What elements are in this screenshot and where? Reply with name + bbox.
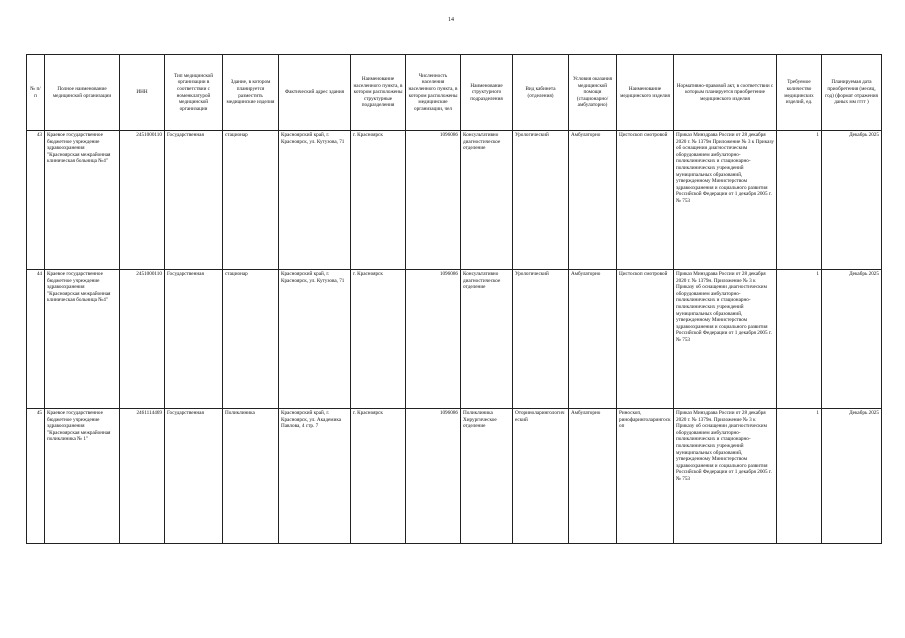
cell-locality: г. Красноярск: [351, 409, 406, 544]
cell-building: стационар: [223, 131, 279, 270]
cell-qty: 1: [777, 409, 822, 544]
cell-device: Цистоскоп смотровой: [617, 131, 674, 270]
cell-population: 1096086: [406, 409, 461, 544]
header-subdivision: Наименование структурного подразделения: [461, 55, 513, 131]
cell-building: стационар: [223, 270, 279, 409]
cell-locality: г. Красноярск: [351, 131, 406, 270]
table-row: [27, 270, 882, 409]
cell-inn: 2461114469: [120, 409, 165, 544]
cell-date: Декабрь 2025: [822, 131, 882, 270]
table-row: [27, 131, 882, 270]
equipment-table: [26, 54, 882, 544]
cell-cabinet: Оториноларингологический: [513, 409, 569, 544]
cell-device: Цистоскоп смотровой: [617, 270, 674, 409]
page-number: 14: [448, 17, 454, 23]
header-device: Наименование медицинского изделия: [617, 55, 674, 131]
cell-conditions: Амбулаторно: [569, 270, 617, 409]
header-qty: Требуемое количество медицинских изделий, ед.: [777, 55, 822, 131]
cell-date: Декабрь 2025: [822, 409, 882, 544]
cell-address: Красноярский край, г. Красноярск, ул. Кутузова, 71: [279, 131, 351, 270]
table-header-row: [27, 55, 882, 131]
cell-num: 44: [27, 270, 45, 409]
header-locality: Наименование населенного пункта, в котором расположены структурные подразделения: [351, 55, 406, 131]
cell-org-name: Краевое государственное бюджетное учреждение здравоохранения "Красноярская межрайонная клиническая больница №4": [45, 131, 120, 270]
cell-cabinet: Урологический: [513, 131, 569, 270]
cell-subdivision: Консультативно диагностическое отделение: [461, 131, 513, 270]
table-row: [27, 409, 882, 544]
cell-num: 45: [27, 409, 45, 544]
header-num: № п/п: [27, 55, 45, 131]
cell-address: Красноярский край, г. Красноярск, ул. Кутузова, 71: [279, 270, 351, 409]
cell-org-type: Государственная: [165, 409, 223, 544]
cell-building: Поликлиника: [223, 409, 279, 544]
cell-address: Красноярский край, г. Красноярск, ул. Академика Павлова, 4 стр. 7: [279, 409, 351, 544]
header-org-type: Тип медицинской организации в соответствии с номенклатурой медицинской организации: [165, 55, 223, 131]
header-inn: ИНН: [120, 55, 165, 131]
cell-legal-act: Приказ Минздрава России от 28 декабря 2020 г. № 1379н. Приложение № 3 к Приказу об оснащении диагностическим оборудованием амбулаторно-поликлинических и стационарно-поликлинических учреждений муниципальных образований, утвержденному Министерством здравоохранения и социального развития Российской Федерации от 1 декабря 2005 г. № 753: [674, 409, 777, 544]
header-conditions: Условия оказания медицинской помощи (стационарно/амбулаторно): [569, 55, 617, 131]
cell-inn: 2451000110: [120, 131, 165, 270]
header-legal-act: Нормативно-правовой акт, в соответствии с которым планируется приобретение медицинского изделия: [674, 55, 777, 131]
header-date: Планируемая дата приобретения (месяц, год) (формат отражения даных мм гггг ): [822, 55, 882, 131]
cell-cabinet: Урологический: [513, 270, 569, 409]
header-org-name: Полное наименование медицинской организации: [45, 55, 120, 131]
cell-legal-act: Приказ Минздрава России от 28 декабря 2020 г. № 1379н. Приложение № 3 к Приказу об оснащении диагностическим оборудованием амбулаторно-поликлинических и стационарно-поликлинических учреждений муниципальных образований, утвержденному Министерством здравоохранения и социального развития Российской Федерации от 1 декабря 2005 г. № 753: [674, 270, 777, 409]
cell-date: Декабрь 2025: [822, 270, 882, 409]
cell-inn: 2451000110: [120, 270, 165, 409]
header-address: Фактический адрес здания: [279, 55, 351, 131]
header-cabinet: Вид кабинета (отделения): [513, 55, 569, 131]
cell-org-name: Краевое государственное бюджетное учреждение здравоохранения "Красноярская межрайонная клиническая больница №4": [45, 270, 120, 409]
cell-org-name: Краевое государственное бюджетное учреждение здравоохранения "Красноярская межрайонная поликлиника № 1": [45, 409, 120, 544]
cell-conditions: Амбулаторно: [569, 131, 617, 270]
cell-device: Риноскоп, ринофаринголарингоскоп: [617, 409, 674, 544]
header-population: Численность населения населенного пункта, в котором расположены медицинские организации, чел: [406, 55, 461, 131]
cell-population: 1096086: [406, 270, 461, 409]
cell-subdivision: Консультативно диагностическое отделение: [461, 270, 513, 409]
cell-org-type: Государственная: [165, 131, 223, 270]
cell-num: 43: [27, 131, 45, 270]
cell-legal-act: Приказ Минздрава России от 28 декабря 2020 г. № 1379н Приложение № 3 к Приказу об оснащении диагностическим оборудованием амбулаторно-поликлинических и стационарно-поликлинических учреждений муниципальных образований, утвержденному Министерством здравоохранения и социального развития Российской Федерации от 1 декабря 2005 г. № 753: [674, 131, 777, 270]
header-building: Здание, в котором планируется разместить медицинские изделия: [223, 55, 279, 131]
cell-conditions: Амбулаторно: [569, 409, 617, 544]
cell-qty: 1: [777, 131, 822, 270]
cell-org-type: Государственная: [165, 270, 223, 409]
cell-qty: 1: [777, 270, 822, 409]
cell-subdivision: Поликлиника Хирургическое отделение: [461, 409, 513, 544]
cell-locality: г. Красноярск: [351, 270, 406, 409]
cell-population: 1096086: [406, 131, 461, 270]
